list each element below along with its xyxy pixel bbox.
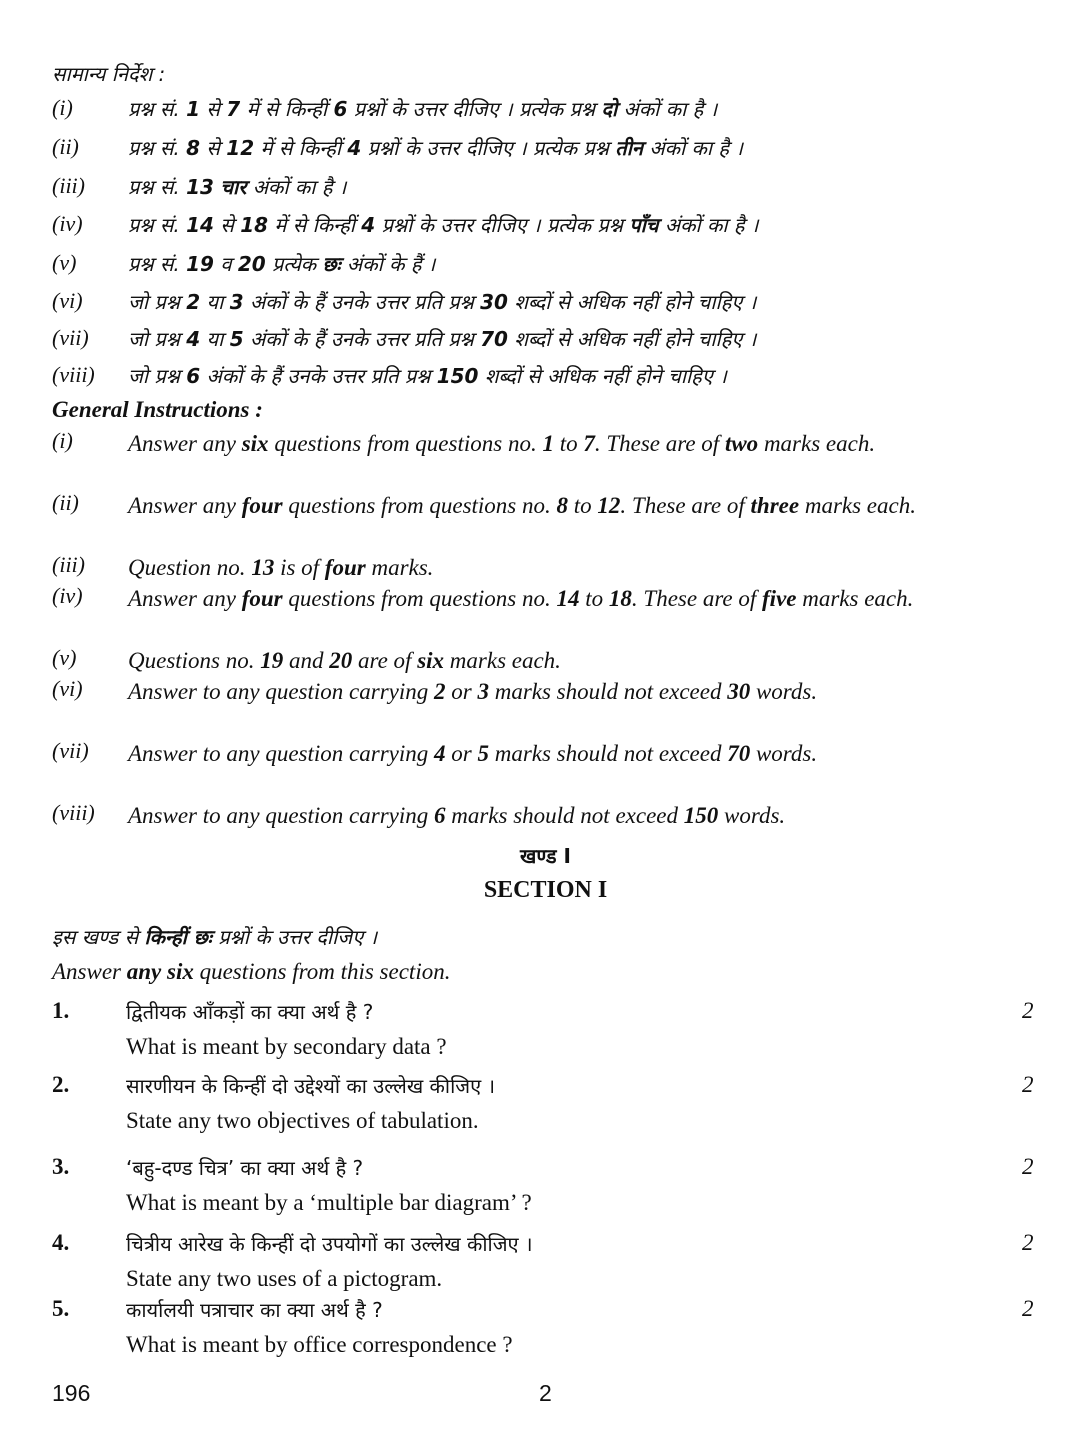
item-text: Answer to any question carrying 2 or 3 marks should not exceed 30 words. [128, 679, 818, 704]
general-instructions-title: General Instructions : [52, 397, 263, 422]
question-number: 3. [52, 1154, 70, 1179]
item-number: (iii) [52, 173, 85, 198]
item-number: (ii) [52, 490, 79, 515]
item-text: प्रश्न सं. 19 व 20 प्रत्येक छः अंकों के हैं । [128, 252, 436, 276]
question-marks: 2 [1022, 1230, 1034, 1255]
item-text: Answer any four questions from questions no. 14 to 18. These are of five marks each. [128, 586, 914, 611]
item-number: (iv) [52, 583, 83, 608]
question-text-hindi: ‘बहु-दण्ड चित्र’ का क्या अर्थ है ? [126, 1156, 364, 1180]
item-text: Answer to any question carrying 4 or 5 marks should not exceed 70 words. [128, 741, 818, 766]
question-marks: 2 [1022, 1072, 1034, 1097]
item-text: Answer to any question carrying 6 marks should not exceed 150 words. [128, 803, 786, 828]
item-number: (viii) [52, 800, 95, 825]
question-text: What is meant by secondary data ? [126, 1034, 447, 1059]
question-number: 1. [52, 998, 70, 1023]
hindi-instructions-title: सामान्य निर्देश : [52, 62, 166, 86]
question-text-hindi: द्वितीयक आँकड़ों का क्या अर्थ है ? [126, 1000, 374, 1024]
item-number: (v) [52, 250, 77, 275]
page-number: 2 [539, 1380, 552, 1406]
item-text: Questions no. 19 and 20 are of six marks each. [128, 648, 561, 673]
item-number: (i) [52, 95, 73, 120]
item-text: प्रश्न सं. 13 चार अंकों का है । [128, 175, 347, 199]
item-text: जो प्रश्न 6 अंकों के हैं उनके उत्तर प्रति प्रश्न 150 शब्दों से अधिक नहीं होने चाहिए । [128, 364, 727, 388]
question-text-hindi: सारणीयन के किन्हीं दो उद्देश्यों का उल्लेख कीजिए । [126, 1074, 496, 1098]
item-text: Answer any six questions from questions no. 1 to 7. These are of two marks each. [128, 431, 876, 456]
question-number: 2. [52, 1072, 70, 1097]
item-number: (ii) [52, 134, 79, 159]
item-number: (v) [52, 645, 77, 670]
question-text-hindi: चित्रीय आरेख के किन्हीं दो उपयोगों का उल्लेख कीजिए । [126, 1232, 533, 1256]
item-number: (iii) [52, 552, 85, 577]
section-instruction: Answer any six questions from this section. [52, 959, 451, 984]
item-number: (i) [52, 428, 73, 453]
item-number: (vii) [52, 738, 89, 763]
item-text: प्रश्न सं. 8 से 12 में से किन्हीं 4 प्रश्नों के उत्तर दीजिए । प्रत्येक प्रश्न तीन अंकों का है । [128, 136, 743, 160]
question-text: What is meant by office correspondence ? [126, 1332, 513, 1357]
question-marks: 2 [1022, 998, 1034, 1023]
question-text-hindi: कार्यालयी पत्राचार का क्या अर्थ है ? [126, 1298, 383, 1322]
question-marks: 2 [1022, 1296, 1034, 1321]
question-text: State any two objectives of tabulation. [126, 1108, 479, 1133]
item-text: प्रश्न सं. 1 से 7 में से किन्हीं 6 प्रश्नों के उत्तर दीजिए । प्रत्येक प्रश्न दो अंकों का है । [128, 97, 718, 121]
item-number: (vi) [52, 676, 83, 701]
paper-code: 196 [52, 1380, 91, 1406]
question-marks: 2 [1022, 1154, 1034, 1179]
item-text: Answer any four questions from questions no. 8 to 12. These are of three marks each. [128, 493, 916, 518]
section-title: SECTION I [483, 877, 608, 903]
item-number: (iv) [52, 211, 83, 236]
question-number: 5. [52, 1296, 70, 1321]
item-number: (vi) [52, 288, 83, 313]
question-text: What is meant by a ‘multiple bar diagram’ ? [126, 1190, 532, 1215]
item-text: Question no. 13 is of four marks. [128, 555, 434, 580]
section-title-hindi: खण्ड I [520, 844, 571, 868]
item-text: जो प्रश्न 4 या 5 अंकों के हैं उनके उत्तर प्रति प्रश्न 70 शब्दों से अधिक नहीं होने चाहिए । [128, 327, 757, 351]
item-number: (vii) [52, 325, 89, 350]
question-text: State any two uses of a pictogram. [126, 1266, 443, 1291]
item-number: (viii) [52, 362, 95, 387]
item-text: प्रश्न सं. 14 से 18 में से किन्हीं 4 प्रश्नों के उत्तर दीजिए । प्रत्येक प्रश्न पाँच अंकों का है । [128, 213, 759, 237]
section-instruction-hindi: इस खण्ड से किन्हीं छः प्रश्नों के उत्तर दीजिए । [52, 925, 378, 949]
question-number: 4. [52, 1230, 70, 1255]
item-text: जो प्रश्न 2 या 3 अंकों के हैं उनके उत्तर प्रति प्रश्न 30 शब्दों से अधिक नहीं होने चाहिए । [128, 290, 757, 314]
